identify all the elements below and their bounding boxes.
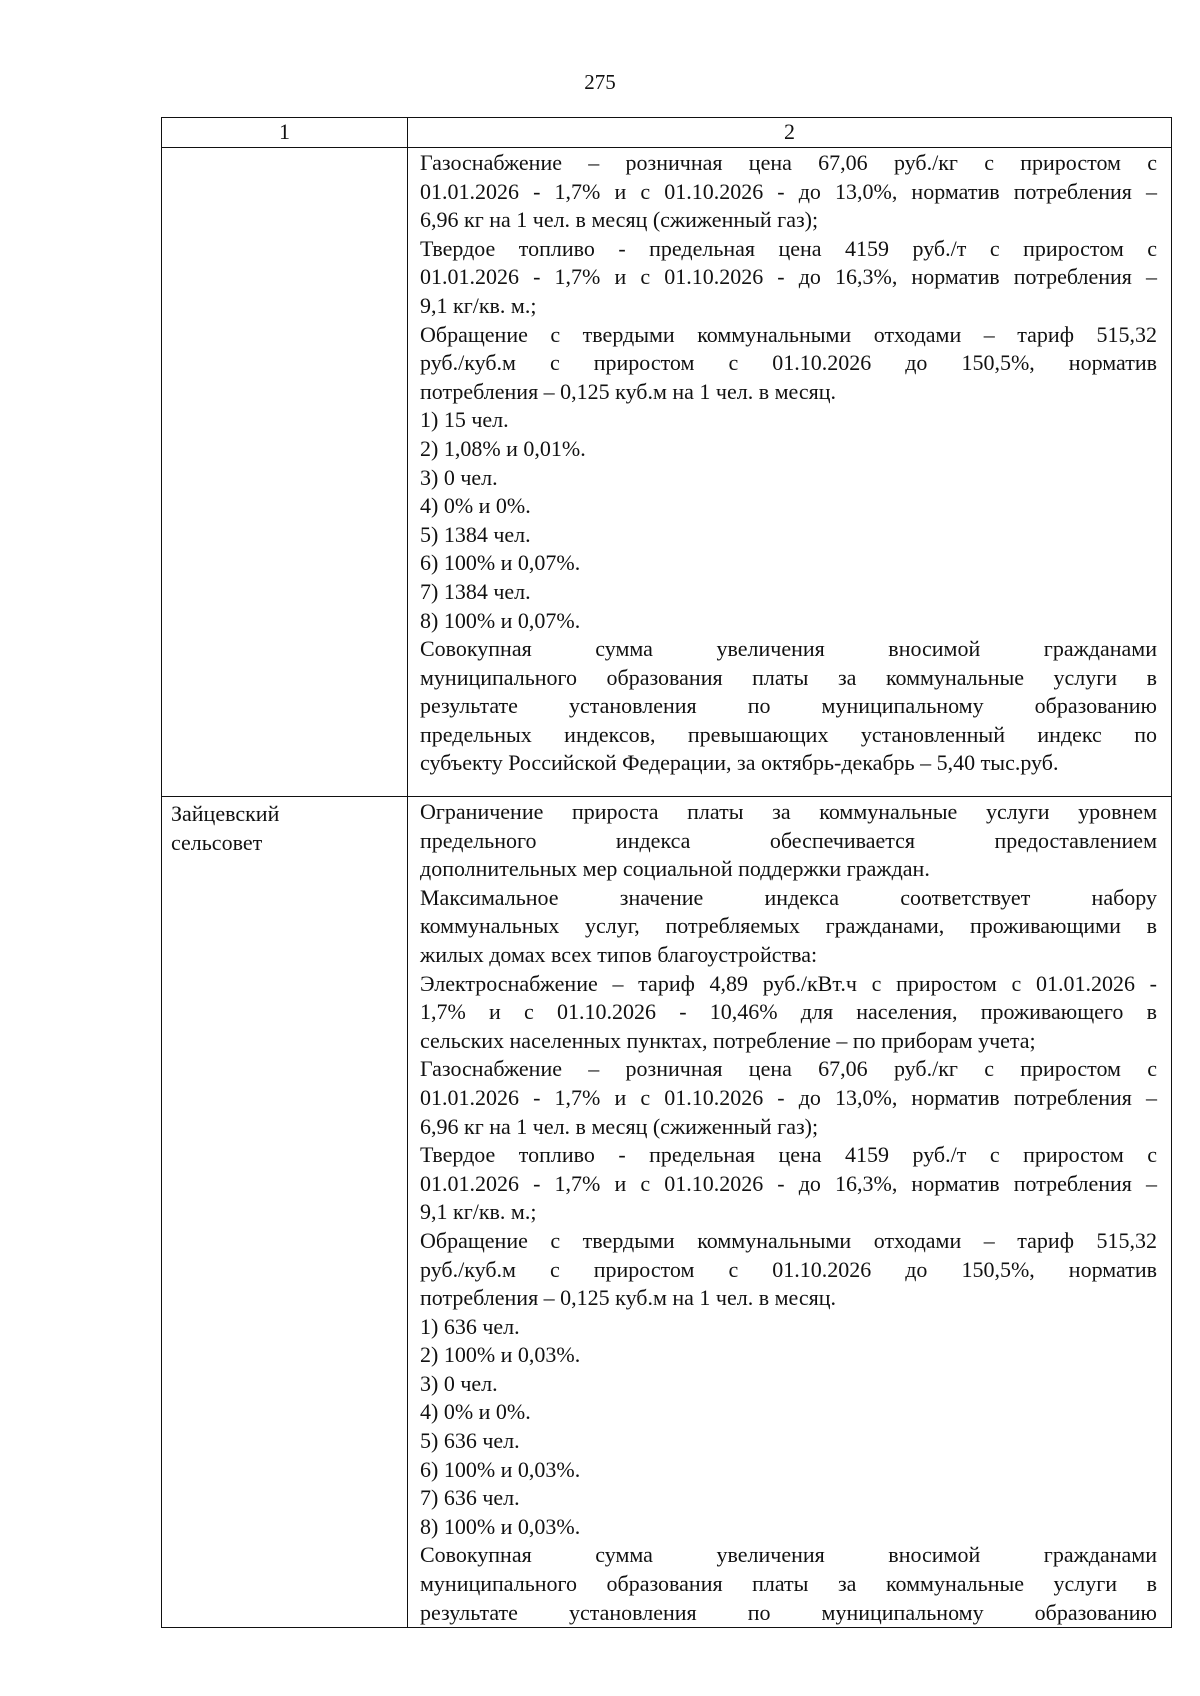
description-line: результате установления по муниципальному образованию <box>420 693 1157 719</box>
description-line: потребления – 0,125 куб.м на 1 чел. в месяц. <box>420 378 837 404</box>
municipality-name-line: Зайцевский <box>171 801 280 826</box>
column-header-2: 2 <box>408 118 1172 148</box>
description-line: 8) 100% и 0,07%. <box>420 607 581 633</box>
municipality-name-line: сельсовет <box>171 829 263 855</box>
description-line: Обращение с твердыми коммунальными отходами – тариф 515,32 <box>420 1227 1157 1253</box>
description-line: 4) 0% и 0%. <box>420 1399 531 1425</box>
description-line: предельных индексов, превышающих установленный индекс по <box>420 721 1157 747</box>
description-line: Совокупная сумма увеличения вносимой гражданами <box>420 636 1157 662</box>
description-line: 6) 100% и 0,03%. <box>420 1456 581 1482</box>
description-line: 9,1 кг/кв. м.; <box>420 1199 537 1225</box>
description-line: 01.01.2026 - 1,7% и с 01.10.2026 - до 13,0%, норматив потребления – <box>420 178 1157 204</box>
description-line: 5) 1384 чел. <box>420 521 531 547</box>
description-line: Ограничение прироста платы за коммунальные услуги уровнем <box>420 799 1157 824</box>
municipality-cell <box>162 797 408 1628</box>
description-line: муниципального образования платы за коммунальные услуги в <box>420 1571 1157 1597</box>
description-line: Электроснабжение – тариф 4,89 руб./кВт.ч с приростом с 01.01.2026 - <box>420 970 1157 996</box>
column-header-1: 1 <box>162 118 408 148</box>
description-line: результате установления по муниципальному образованию <box>420 1599 1157 1625</box>
description-line: потребления – 0,125 куб.м на 1 чел. в месяц. <box>420 1285 837 1311</box>
description-cell <box>408 148 1172 797</box>
description-line: 7) 1384 чел. <box>420 578 531 604</box>
description-line: 7) 636 чел. <box>420 1485 520 1511</box>
description-line: 9,1 кг/кв. м.; <box>420 292 537 318</box>
table-row <box>162 797 1172 1628</box>
description-line: предельного индекса обеспечивается предоставлением <box>420 827 1157 853</box>
description-line: 1) 15 чел. <box>420 407 509 433</box>
description-line: 2) 1,08% и 0,01%. <box>420 435 586 461</box>
description-line: 6,96 кг на 1 чел. в месяц (сжиженный газ); <box>420 207 819 233</box>
description-line: муниципального образования платы за коммунальные услуги в <box>420 664 1157 690</box>
description-line: 1,7% и с 01.10.2026 - 10,46% для населения, проживающего в <box>420 999 1157 1025</box>
page-number: 275 <box>584 70 616 94</box>
description-line: Максимальное значение индекса соответствует набору <box>420 884 1157 910</box>
description-line: Совокупная сумма увеличения вносимой гражданами <box>420 1542 1157 1568</box>
municipality-cell <box>162 148 408 797</box>
description-line: Газоснабжение – розничная цена 67,06 руб./кг с приростом с <box>420 1056 1157 1082</box>
description-line: Твердое топливо - предельная цена 4159 руб./т с приростом с <box>420 235 1157 261</box>
description-line: 4) 0% и 0%. <box>420 493 531 519</box>
description-line: 01.01.2026 - 1,7% и с 01.10.2026 - до 13,0%, норматив потребления – <box>420 1084 1157 1110</box>
table-header-row <box>162 118 1172 148</box>
description-line: руб./куб.м с приростом с 01.10.2026 до 150,5%, норматив <box>420 350 1157 376</box>
description-line: 01.01.2026 - 1,7% и с 01.10.2026 - до 16,3%, норматив потребления – <box>420 264 1157 290</box>
description-line: 6) 100% и 0,07%. <box>420 550 581 576</box>
description-line: Обращение с твердыми коммунальными отходами – тариф 515,32 <box>420 321 1157 347</box>
description-line: 5) 636 чел. <box>420 1428 520 1454</box>
description-line: дополнительных мер социальной поддержки граждан. <box>420 856 930 882</box>
description-line: руб./куб.м с приростом с 01.10.2026 до 150,5%, норматив <box>420 1256 1157 1282</box>
description-line: 6,96 кг на 1 чел. в месяц (сжиженный газ); <box>420 1113 819 1139</box>
description-line: 8) 100% и 0,03%. <box>420 1513 581 1539</box>
description-line: 3) 0 чел. <box>420 1370 498 1396</box>
description-line: 01.01.2026 - 1,7% и с 01.10.2026 - до 16,3%, норматив потребления – <box>420 1170 1157 1196</box>
description-line: 1) 636 чел. <box>420 1313 520 1339</box>
description-line: Твердое топливо - предельная цена 4159 руб./т с приростом с <box>420 1142 1157 1168</box>
description-line: сельских населенных пунктах, потребление – по приборам учета; <box>420 1027 1036 1053</box>
description-line: жилых домах всех типов благоустройства: <box>420 941 818 967</box>
tariff-table <box>161 117 1172 1628</box>
description-line: Газоснабжение – розничная цена 67,06 руб./кг с приростом с <box>420 150 1157 175</box>
description-line: субъекту Российской Федерации, за октябрь-декабрь – 5,40 тыс.руб. <box>420 750 1059 776</box>
description-line: 3) 0 чел. <box>420 464 498 490</box>
description-cell <box>408 797 1172 1628</box>
description-line: коммунальных услуг, потребляемых гражданами, проживающими в <box>420 913 1157 939</box>
table-row <box>162 148 1172 797</box>
description-line: 2) 100% и 0,03%. <box>420 1342 581 1368</box>
